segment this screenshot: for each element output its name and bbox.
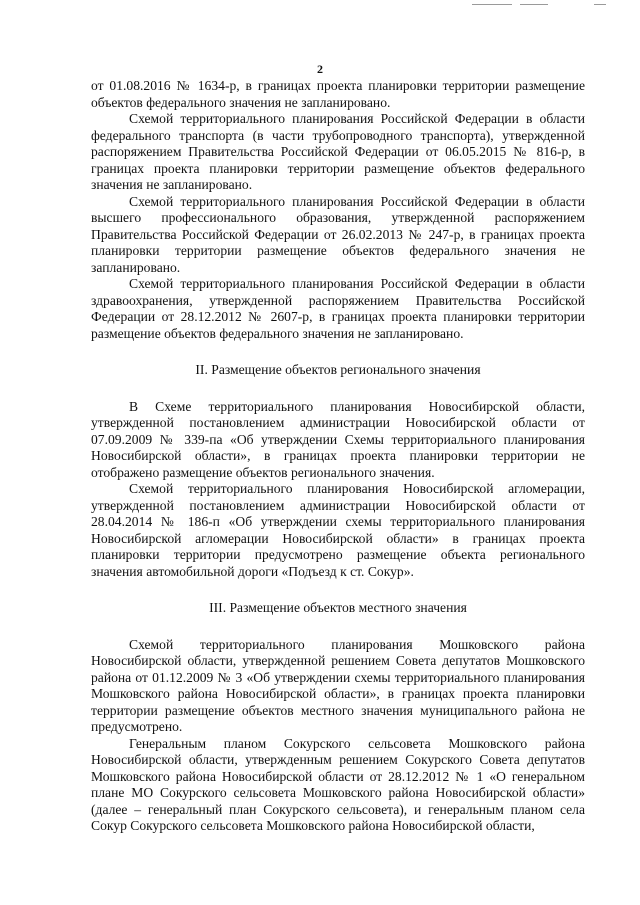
paragraph: Схемой территориального планирования Российской Федерации в области здравоохранения, утвержденной распоряжением Правительства Российской Федерации от 28.12.2012 № 2607-р, в границах проекта планировки территории размещение объектов федерального значения не запланировано. <box>91 276 585 341</box>
scan-artifact-line <box>520 4 548 5</box>
scan-artifact-line <box>472 4 512 5</box>
paragraph: Схемой территориального планирования Новосибирской агломерации, утвержденной постановлением администрации Новосибирской области от 28.04.2014 № 186-п «Об утверждении схемы территориального планирования Новосибирской агломерации Новосибирской области» в границах проекта планировки территории предусмотрено размещение объекта регионального значения автомобильной дороги «Подъезд к ст. Сокур». <box>91 481 585 579</box>
section-heading-regional: II. Размещение объектов регионального значения <box>195 362 481 377</box>
paragraph: В Схеме территориального планирования Новосибирской области, утвержденной постановлением администрации Новосибирской области от 07.09.2009 № 339-па «Об утверждении Схемы территориального планирования Новосибирской области», в границах проекта планировки территории не отображено размещение объектов регионального значения. <box>91 398 585 480</box>
paragraph: Схемой территориального планирования Российской Федерации в области высшего профессионального образования, утвержденной распоряжением Правительства Российской Федерации от 26.02.2013 № 247-р, в границах проекта планировки территории размещение объектов федерального значения не запланировано. <box>91 193 585 275</box>
paragraph: Генеральным планом Сокурского сельсовета Мошковского района Новосибирской области, утвержденным решением Сокурского Совета депутатов Мошковского района Новосибирской области от 28.12.2012 № 1 «О генеральном плане МО Сокурского сельсовета Мошковского района Новосибирской области» (далее – генеральный план Сокурского сельсовета), и генеральным планом села Сокур Сокурского сельсовета Мошковского района Новосибирской области, <box>91 735 585 833</box>
paragraph: Схемой территориального планирования Российской Федерации в области федерального транспорта (в части трубопроводного транспорта), утвержденной распоряжением Правительства Российской Федерации от 06.05.2015 № 816-р, в границах проекта планировки территории размещение объектов федерального значения не запланировано. <box>91 111 585 192</box>
paragraph: от 01.08.2016 № 1634-р, в границах проекта планировки территории размещение объектов федерального значения не запланировано. <box>91 78 585 110</box>
section-heading-local: III. Размещение объектов местного значения <box>209 600 467 615</box>
page-number: 2 <box>317 62 323 76</box>
scan-artifact-line <box>594 4 606 5</box>
paragraph: Схемой территориального планирования Мошковского района Новосибирской области, утвержденной решением Совета депутатов Мошковского района от 01.12.2009 № 3 «Об утверждении схемы территориального планирования Мошковского района Новосибирской области», в границах проекта планировки территории размещение объектов местного значения муниципального района не предусмотрено. <box>91 636 585 734</box>
document-body <box>91 78 585 835</box>
